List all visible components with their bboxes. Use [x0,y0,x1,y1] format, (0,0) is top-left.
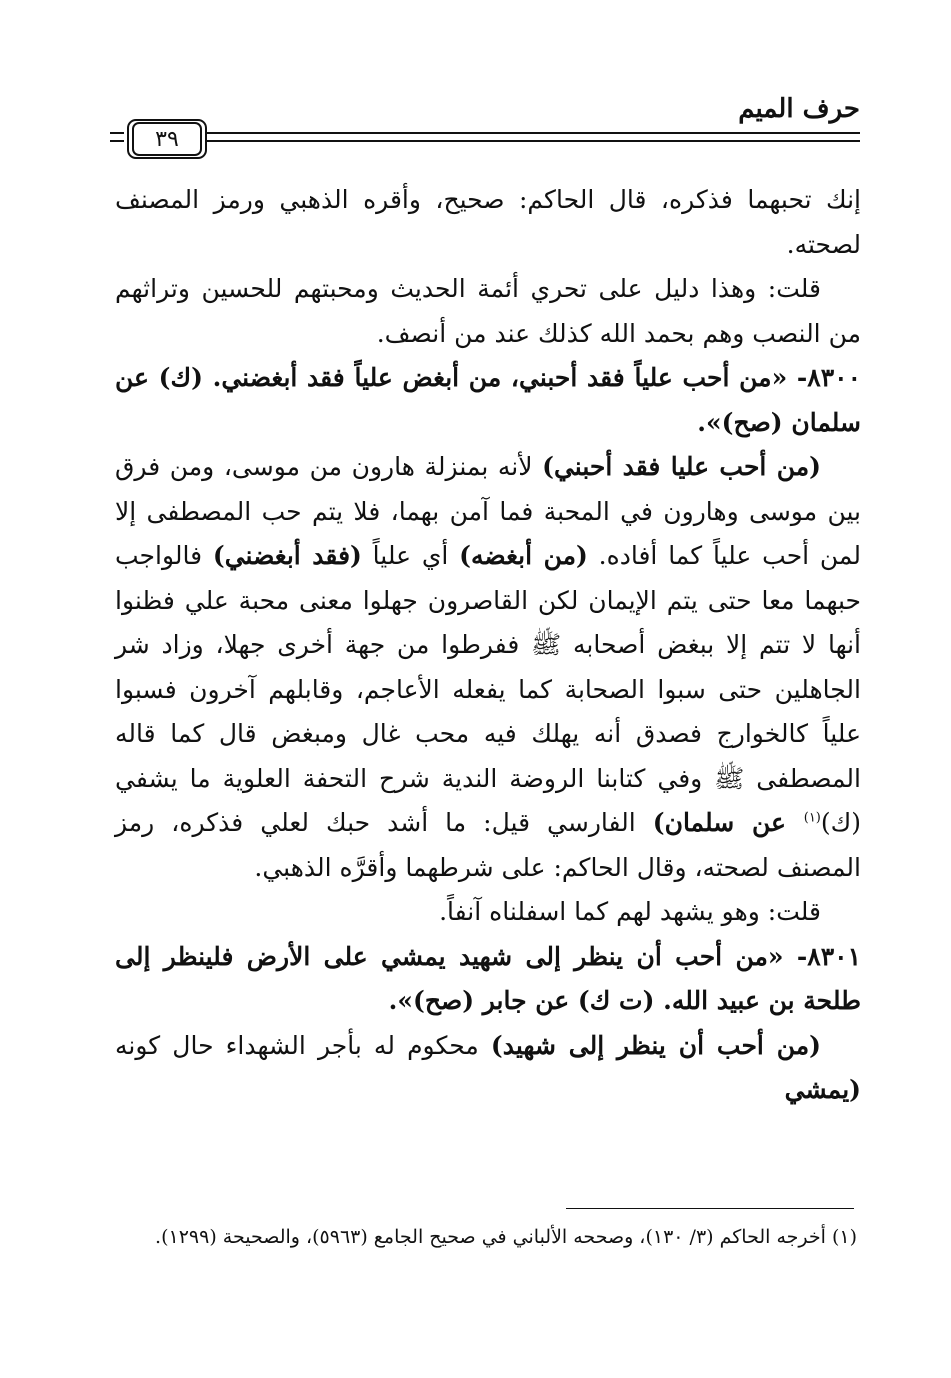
paragraph: إنك تحبهما فذكره، قال الحاكم: صحيح، وأقره الذهبي ورمز المصنف لصحته. [115,185,861,259]
bold-phrase: (من أحب أن ينظر إلى شهيد) [490,1030,821,1060]
text-span: فالواجب حبهما معا حتى يتم الإيمان لكن القاصرون جهلوا معنى محبة علي فظنوا أنها لا تتم إلا ببغض أصحابه ﷺ ففرطوا من جهة أخرى جهلا، وزاد شر الجاهلين حتى سبوا الصحابة كما يفعله الأعاجم، وقابلهم آخرون فسبوا علياً كالخوارج فصدق أنه يهلك فيه محب غال ومبغض قال كما قاله المصطفى ﷺ وفي كتابنا الروضة الندية شرح التحفة العلوية ما يشفي (ك) [115,541,861,837]
header-double-line [206,132,860,142]
hadith-8300: ٨٣٠٠- «من أحب علياً فقد أحبني، من أبغض علياً فقد أبغضني. (ك) عن سلمان (صح)». [115,363,861,437]
bold-phrase: (فقد أبغضني) [212,541,362,570]
page-number-box [132,122,202,156]
footnotes [115,1219,857,1255]
bold-phrase: (من أحب عليا فقد أحبني) [542,452,821,481]
header-rule [110,124,860,154]
header-rule-end [110,132,124,142]
bold-phrase: عن سلمان) [652,808,804,837]
hadith-8301: ٨٣٠١- «من أحب أن ينظر إلى شهيد يمشي على الأرض فلينظر إلى طلحة بن عبيد الله. (ت ك) عن جابر (صح)». [115,941,861,1015]
chapter-title: حرف الميم [738,94,860,124]
commentary-paragraph [115,445,861,890]
paragraph: قلت: وهذا دليل على تحري أئمة الحديث ومحبتهم للحسين وتراثهم من النصب وهم بحمد الله كذلك عند من أنصف. [115,274,861,348]
footnote-separator [566,1208,854,1209]
page-header [110,78,860,158]
text-span: الفارسي قيل: ما أشد حبك لعلي فذكره، رمز المصنف لصحته، وقال الحاكم: على شرطهما وأقرَّه الذهبي. [115,808,861,882]
paragraph: قلت: وهو يشهد لهم كما اسفلناه آنفاً. [439,897,821,926]
page-number: ٣٩ [155,126,179,152]
text-span: أي علياً [361,541,460,570]
bold-phrase: (يمشي [784,1075,861,1104]
text-span: لأنه بمنزلة هارون من موسى، ومن فرق بين موسى وهارون في المحبة فما آمن بهما، فلا يتم حب المصطفى إلا لمن أحب علياً كما أفاده. [115,452,862,570]
footnote-1: (١) أخرجه الحاكم (٣/ ١٣٠)، وصححه الألباني في صحيح الجامع (٥٩٦٣)، والصحيحة (١٢٩٩). [155,1226,857,1248]
commentary-paragraph [115,1024,861,1113]
text-span: محكوم له بأجر الشهداء حال كونه [115,1030,491,1060]
footnote-ref[interactable]: (١) [803,810,821,826]
bold-phrase: (من أبغضه) [459,541,588,570]
main-text [115,178,861,1113]
